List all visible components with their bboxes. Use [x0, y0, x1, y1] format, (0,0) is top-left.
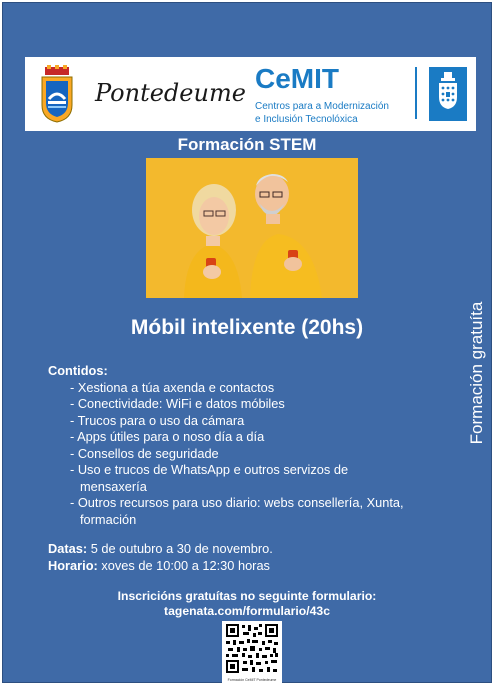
cemit-subtitle-line-2: e Inclusión Tecnolóxica	[255, 114, 358, 125]
dates-value: 5 de outubro a 30 de novembro.	[90, 541, 273, 556]
dates-row	[48, 540, 273, 557]
cemit-title: CeMIT	[255, 63, 339, 94]
xunta-galicia-emblem-icon	[429, 67, 467, 121]
contents-item: - Outros recursos para uso diario: webs consellería, Xunta, formación	[70, 495, 404, 527]
registration-section	[3, 589, 491, 619]
course-title: Móbil intelixente (20hs)	[130, 316, 364, 339]
contents-item: - Trucos para o uso da cámara	[70, 412, 245, 428]
qr-code-icon	[222, 621, 282, 677]
contents-item: - Conectividade: WiFi e datos móbiles	[70, 396, 285, 411]
cemit-subtitle	[255, 100, 415, 126]
qr-code[interactable]	[222, 621, 282, 683]
contents-item: - Uso e trucos de WhatsApp e outros servizos de mensaxería	[70, 462, 349, 494]
dates-label: Datas:	[48, 541, 88, 556]
poster	[2, 2, 492, 683]
contents-item: - Xestiona a túa axenda e contactos	[70, 379, 275, 395]
pontedeume-logo-text: Pontedeume	[95, 79, 246, 107]
registration-line-1: Inscricións gratuítas no seguinte formulario:	[117, 589, 377, 603]
registration-link[interactable]: tagenata.com/formulario/43c	[164, 604, 330, 618]
logo-bar	[25, 57, 476, 131]
contents-item: - Apps útiles para o noso día a día	[70, 429, 265, 444]
logo-divider	[415, 67, 417, 119]
contents-item: - Consellos de seguridade	[70, 445, 219, 461]
qr-caption: Formación CeMIT Pontedeume	[227, 678, 277, 682]
time-row	[48, 557, 273, 574]
pontedeume-crest-icon	[39, 65, 75, 123]
time-value: xoves de 10:00 a 12:30 horas	[101, 558, 270, 573]
cemit-subtitle-line-1: Centros para a Modernización	[255, 101, 389, 112]
contents-heading: Contidos:	[48, 363, 108, 378]
contents-section	[48, 363, 413, 528]
side-label-text: Formación gratuíta	[467, 301, 486, 445]
pontedeume-logo	[95, 69, 255, 117]
time-label: Horario:	[48, 558, 98, 573]
seniors-with-phones-photo	[146, 158, 358, 298]
schedule-section	[48, 540, 273, 574]
section-title: Formación STEM	[177, 135, 317, 154]
side-label	[457, 263, 495, 483]
